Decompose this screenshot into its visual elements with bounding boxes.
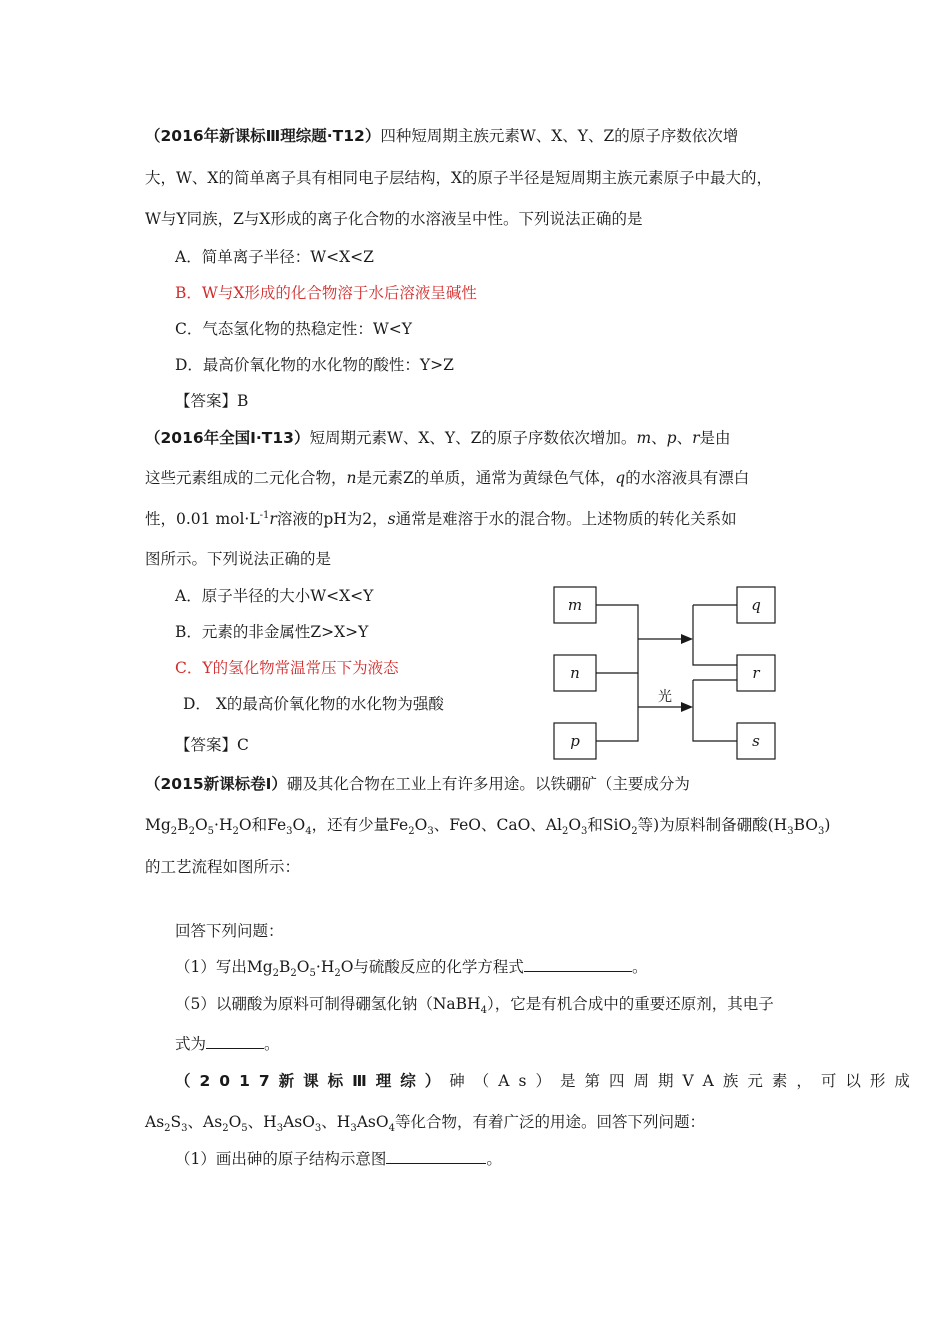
q2-stem-line-4: 图所示。下列说法正确的是 xyxy=(145,550,332,568)
diagram-label-r: r xyxy=(752,664,760,682)
diagram-label-p: p xyxy=(570,732,580,750)
q3-part-1-answer-blank[interactable] xyxy=(524,957,632,972)
q3-part-5-line-2: 式为 。 xyxy=(175,1035,280,1053)
diagram-label-q: q xyxy=(751,596,761,614)
q1-option-d: D．最高价氧化物的水化物的酸性：Y>Z xyxy=(175,356,454,374)
diagram-light-condition: 光 xyxy=(658,689,672,705)
q3-part-5-line-1: （5）以硼酸为原料可制得硼氢化钠（NaBH$_4$），它是有机合成中的重要还原剂，其电子 xyxy=(175,995,774,1017)
q2-option-d: D． X的最高价氧化物的水化物为强酸 xyxy=(183,695,444,713)
q2-source: （2016年全国Ⅰ·T13） xyxy=(145,429,310,447)
q2-stem-line-1: （2016年全国Ⅰ·T13）短周期元素W、X、Y、Z的原子序数依次增加。m、p、r是由 xyxy=(145,429,731,447)
arrow-head-bottom xyxy=(681,702,693,712)
arrow-head-top xyxy=(681,634,693,644)
q1-stem-line-1: （2016年新课标Ⅲ理综题·T12）四种短周期主族元素W、X、Y、Z的原子序数依次增 xyxy=(145,127,739,145)
q4-part-1-answer-blank[interactable] xyxy=(386,1149,486,1164)
connector-p xyxy=(596,673,638,741)
arrow-line-top xyxy=(596,639,686,673)
q2-option-a: A．原子半径的大小W<X<Y xyxy=(175,587,374,605)
reaction-diagram xyxy=(553,580,785,766)
q1-answer: 【答案】B xyxy=(175,392,249,410)
q1-option-a: A．简单离子半径：W<X<Z xyxy=(175,248,374,266)
diagram-label-m: m xyxy=(567,596,583,614)
connector-r-s xyxy=(693,680,737,741)
q3-part-1: （1）写出$Mg_2B_2O_5\cdot H_2O$与硫酸反应的化学方程式 。 xyxy=(175,958,648,980)
q2-option-c: C．Y的氢化物常温常压下为液态 xyxy=(175,659,399,677)
q2-stem-line-2: 这些元素组成的二元化合物，n是元素Z的单质，通常为黄绿色气体，q的水溶液具有漂白 xyxy=(145,469,750,487)
q2-stem-line-3: 性，0.01 $mol\cdot L^{-1}r$溶液的pH为2，s通常是难溶于水的混合物。上述物质的转化关系如 xyxy=(145,509,737,528)
q3-part-5-answer-blank[interactable] xyxy=(206,1034,264,1049)
q3-stem-line-1: （2015新课标卷Ⅰ）硼及其化合物在工业上有许多用途。以铁硼矿（主要成分为 xyxy=(145,775,690,793)
q3-source: （2015新课标卷Ⅰ） xyxy=(145,775,287,793)
q2-answer: 【答案】C xyxy=(175,736,249,754)
diagram-label-n: n xyxy=(570,664,580,682)
q1-option-b: B．W与X形成的化合物溶于水后溶液呈碱性 xyxy=(175,284,477,302)
q4-source: （2017新课标Ⅲ理综） xyxy=(175,1072,450,1090)
q1-source: （2016年新课标Ⅲ理综题·T12） xyxy=(145,127,381,145)
q4-stem-line-2: $As_2S_3$、$As_2O_5$、$H_3AsO_3$、$H_3AsO_4$等化合物，有着广泛的用途。回答下列问题： xyxy=(145,1113,705,1135)
q1-option-c: C．气态氢化物的热稳定性：W<Y xyxy=(175,320,413,338)
q1-stem-line-2: 大，W、X的简单离子具有相同电子层结构，X的原子半径是短周期主族元素原子中最大的， xyxy=(145,169,773,187)
q3-stem-line-3: 的工艺流程如图所示： xyxy=(145,858,301,876)
connector-m-n xyxy=(596,605,638,673)
diagram-label-s: s xyxy=(752,732,760,750)
q2-option-b: B．元素的非金属性Z>X>Y xyxy=(175,623,369,641)
q3-prompt: 回答下列问题： xyxy=(175,922,284,940)
q4-stem-line-1: （2017新课标Ⅲ理综）砷（As）是第四周期ⅤA族元素，可以形成 xyxy=(175,1072,919,1090)
q3-stem-line-2: $Mg_2B_2O_5\cdot H_2O$和$Fe_3O_4$，还有少量$Fe_2O_3$、FeO、CaO、$Al_2O_3$和SiO$_2$等)为原料制备硼酸$(H_3BO_3)$ xyxy=(145,816,831,838)
q4-part-1: （1）画出砷的原子结构示意图 。 xyxy=(175,1150,502,1168)
q1-stem-line-3: W与Y同族，Z与X形成的离子化合物的水溶液呈中性。下列说法正确的是 xyxy=(145,210,643,228)
connector-q-r xyxy=(693,605,737,665)
